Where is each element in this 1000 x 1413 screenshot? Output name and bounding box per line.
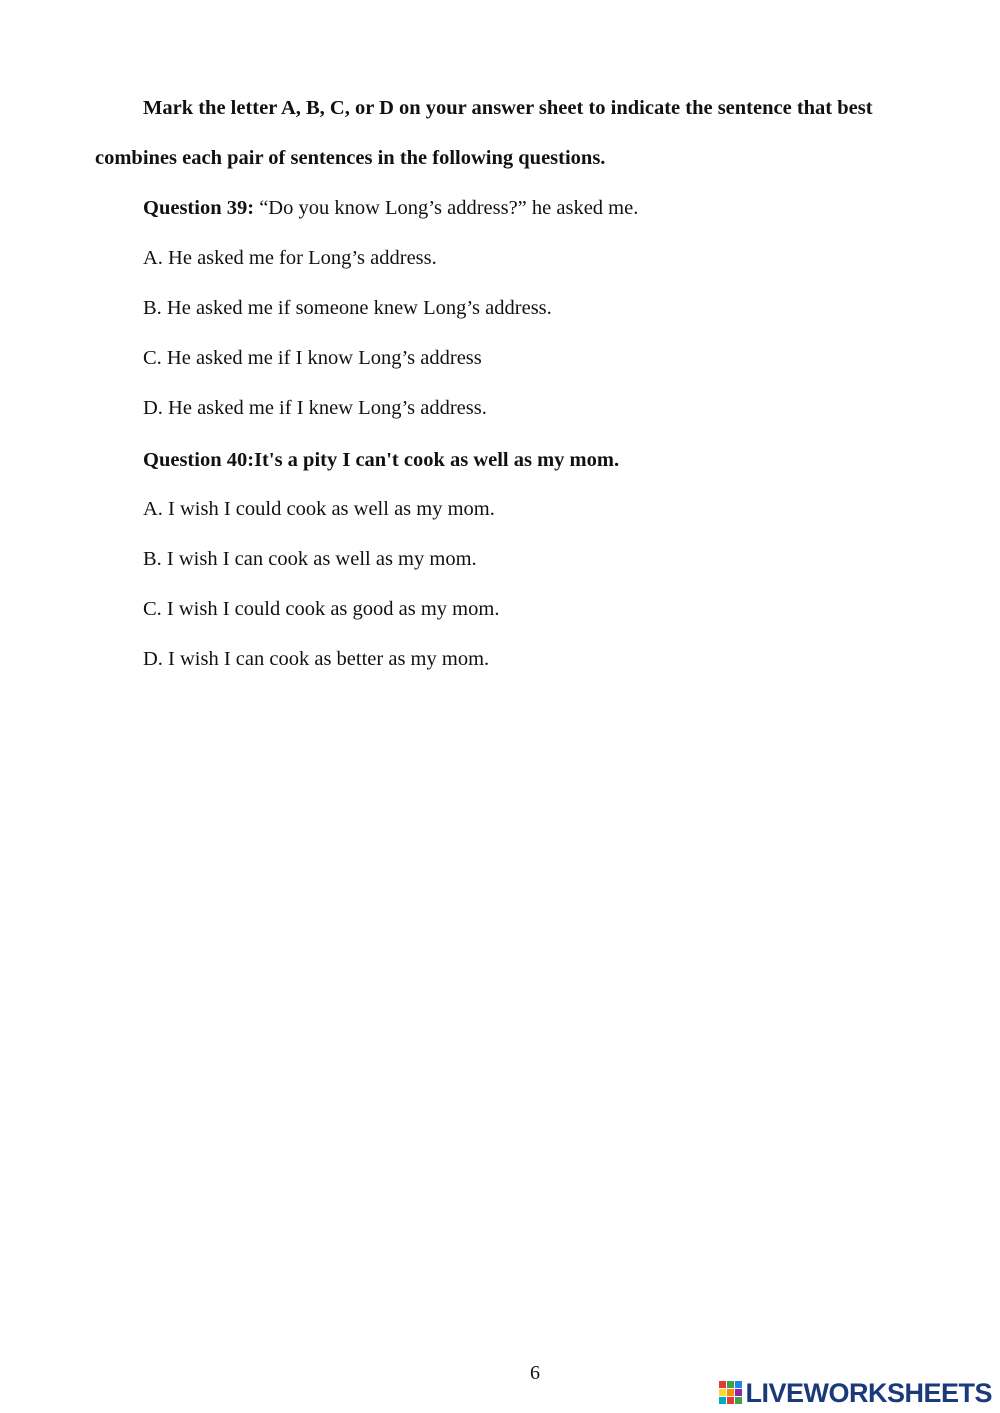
question-39-option-b: B. He asked me if someone knew Long’s address.: [143, 297, 552, 319]
instructions-line-1: Mark the letter A, B, C, or D on your answer sheet to indicate the sentence that best: [143, 97, 873, 119]
instructions-line-2: combines each pair of sentences in the following questions.: [95, 147, 606, 169]
question-40-label: Question 40:: [143, 449, 255, 471]
logo-cell: [735, 1381, 742, 1388]
question-39-option-d: D. He asked me if I knew Long’s address.: [143, 397, 487, 419]
question-39-label: Question 39:: [143, 197, 255, 219]
question-40-option-a: A. I wish I could cook as well as my mom.: [143, 498, 495, 520]
liveworksheets-logo-icon: [719, 1381, 743, 1405]
question-40-option-d: D. I wish I can cook as better as my mom.: [143, 648, 490, 670]
question-40-option-b: B. I wish I can cook as well as my mom.: [143, 548, 477, 570]
logo-cell: [727, 1389, 734, 1396]
question-39: [143, 195, 638, 221]
logo-cell: [735, 1389, 742, 1396]
question-39-prompt: “Do you know Long’s address?” he asked me.: [254, 197, 639, 219]
watermark-text: LIVEWORKSHEETS: [745, 1378, 992, 1408]
question-40-option-c: C. I wish I could cook as good as my mom.: [143, 598, 500, 620]
logo-cell: [719, 1397, 726, 1404]
page-number: 6: [530, 1362, 540, 1384]
logo-cell: [719, 1389, 726, 1396]
logo-cell: [727, 1381, 734, 1388]
logo-cell: [727, 1397, 734, 1404]
logo-cell: [719, 1381, 726, 1388]
question-40-prompt: It's a pity I can't cook as well as my mom.: [254, 449, 620, 471]
liveworksheets-watermark[interactable]: [719, 1378, 992, 1408]
question-40: [143, 447, 619, 473]
logo-cell: [735, 1397, 742, 1404]
question-39-option-c: C. He asked me if I know Long’s address: [143, 347, 482, 369]
question-39-option-a: A. He asked me for Long’s address.: [143, 247, 437, 269]
